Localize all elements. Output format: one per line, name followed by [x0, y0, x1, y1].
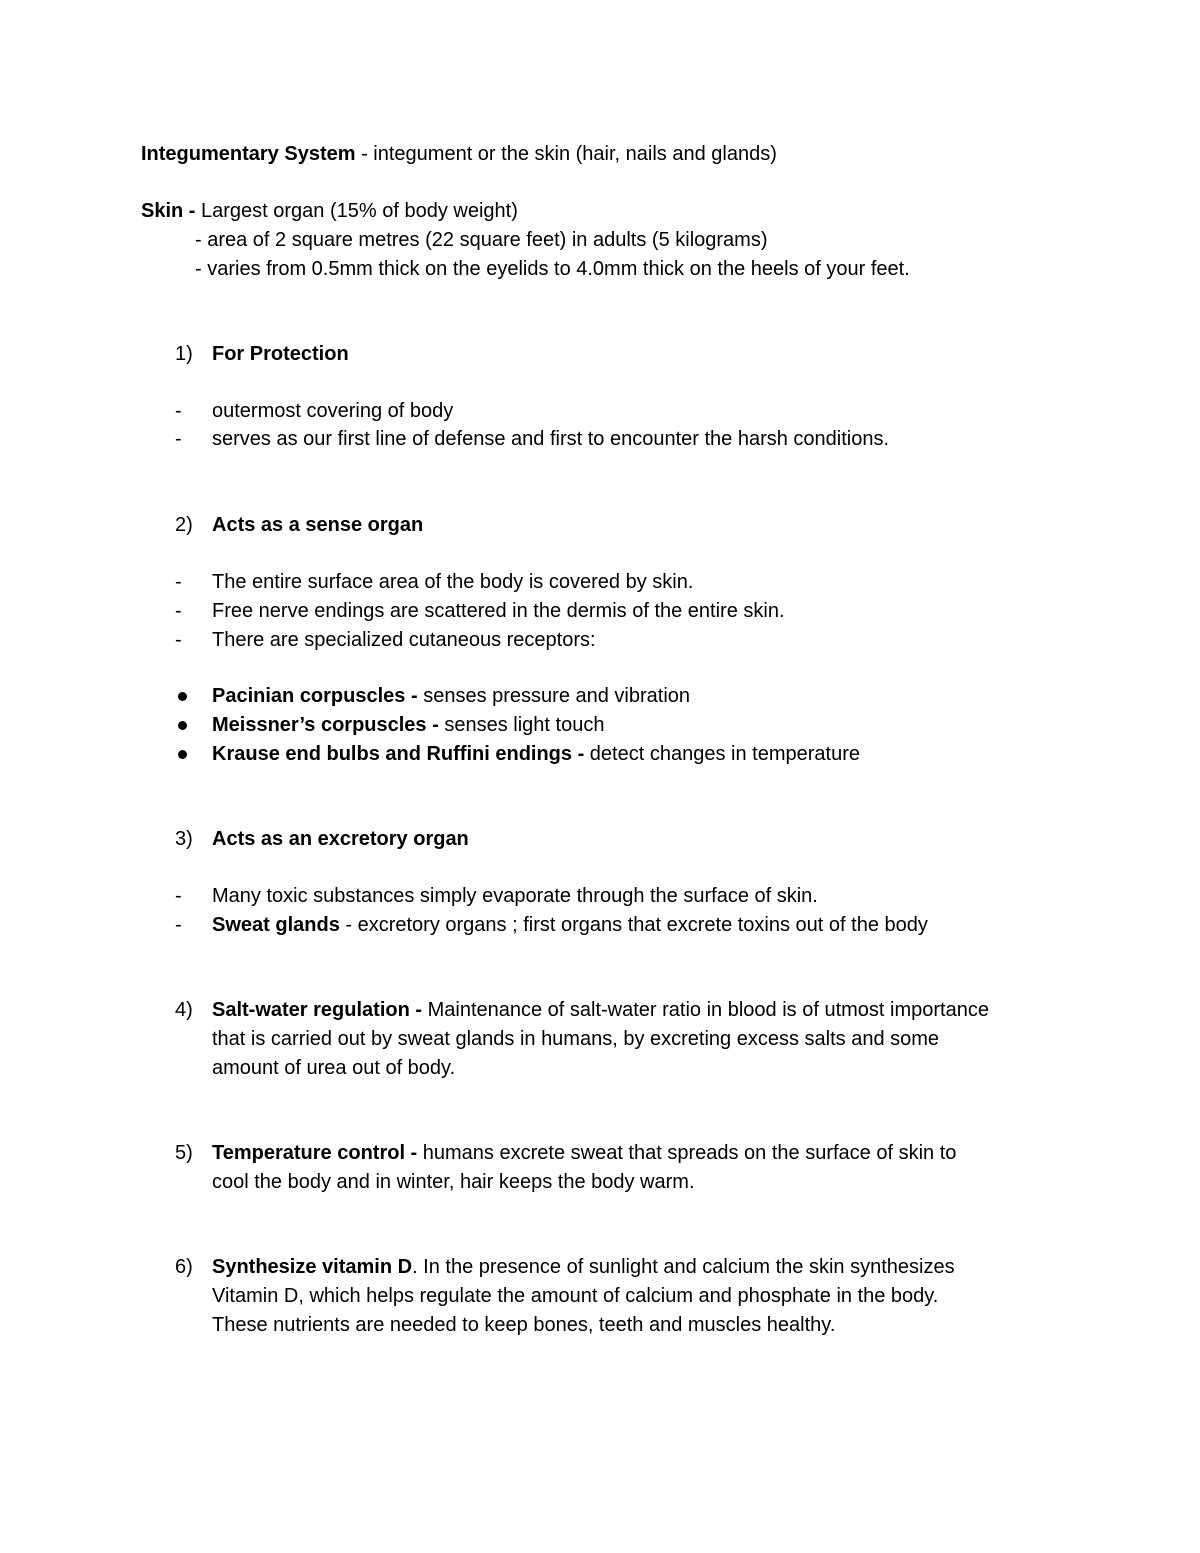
bullet-icon: [178, 692, 187, 701]
dash-marker: -: [175, 914, 182, 936]
intro-term: Integumentary System: [141, 143, 356, 165]
section-6-line-2: Vitamin D, which helps regulate the amount of calcium and phosphate in the body.: [212, 1285, 939, 1307]
sweat-glands-text: - excretory organs ; first organs that excrete toxins out of the body: [339, 914, 928, 936]
receptor-item-2: [212, 713, 604, 737]
section-2-number: 2): [175, 514, 193, 536]
section-6-line-3: These nutrients are needed to keep bones, teeth and muscles healthy.: [212, 1314, 836, 1336]
dash-marker: -: [175, 629, 182, 651]
skin-term: Skin -: [141, 200, 196, 222]
skin-text-1: Largest organ (15% of body weight): [195, 200, 518, 222]
receptor-term: Pacinian corpuscles -: [212, 685, 418, 707]
section-2-item-1: The entire surface area of the body is covered by skin.: [212, 571, 694, 593]
section-6-number: 6): [175, 1256, 193, 1278]
receptor-text: detect changes in temperature: [584, 743, 860, 765]
section-4-text: Maintenance of salt-water ratio in blood is of utmost importance: [422, 999, 989, 1021]
receptor-item-1: [212, 684, 690, 708]
section-1-item-2: serves as our first line of defense and first to encounter the harsh conditions.: [212, 428, 890, 450]
bullet-icon: [178, 750, 187, 759]
section-5-line-2: cool the body and in winter, hair keeps the body warm.: [212, 1171, 695, 1193]
section-5-text: humans excrete sweat that spreads on the surface of skin to: [417, 1142, 957, 1164]
section-1-number: 1): [175, 343, 193, 365]
section-2-item-2: Free nerve endings are scattered in the dermis of the entire skin.: [212, 600, 785, 622]
section-4-line-1: [212, 998, 989, 1022]
section-6-text: . In the presence of sunlight and calcium the skin synthesizes: [412, 1256, 955, 1278]
skin-line-1: [141, 199, 518, 223]
skin-line-3: - varies from 0.5mm thick on the eyelids to 4.0mm thick on the heels of your feet.: [195, 258, 910, 280]
bullet-icon: [178, 721, 187, 730]
section-4-line-3: amount of urea out of body.: [212, 1057, 456, 1079]
receptor-text: senses pressure and vibration: [417, 685, 691, 707]
section-2-title: Acts as a sense organ: [212, 514, 424, 536]
receptor-item-3: [212, 742, 860, 766]
section-2-item-3: There are specialized cutaneous receptors:: [212, 629, 596, 651]
section-3-item-1: Many toxic substances simply evaporate through the surface of skin.: [212, 885, 818, 907]
section-4-number: 4): [175, 999, 193, 1021]
dash-marker: -: [175, 600, 182, 622]
receptor-term: Meissner’s corpuscles -: [212, 714, 439, 736]
section-4-term: Salt-water regulation -: [212, 999, 423, 1021]
section-5-line-1: [212, 1141, 956, 1165]
intro-definition: - integument or the skin (hair, nails and glands): [355, 143, 777, 165]
section-1-title: For Protection: [212, 343, 349, 365]
section-6-line-1: [212, 1255, 955, 1279]
receptor-text: senses light touch: [438, 714, 605, 736]
section-5-term: Temperature control -: [212, 1142, 418, 1164]
dash-marker: -: [175, 571, 182, 593]
dash-marker: -: [175, 428, 182, 450]
section-3-number: 3): [175, 828, 193, 850]
section-4-line-2: that is carried out by sweat glands in humans, by excreting excess salts and some: [212, 1028, 940, 1050]
skin-line-2: - area of 2 square metres (22 square feet) in adults (5 kilograms): [195, 229, 768, 251]
receptor-term: Krause end bulbs and Ruffini endings -: [212, 743, 585, 765]
section-1-item-1: outermost covering of body: [212, 400, 454, 422]
sweat-glands-term: Sweat glands: [212, 914, 340, 936]
section-3-item-2: [212, 913, 928, 937]
section-3-title: Acts as an excretory organ: [212, 828, 469, 850]
dash-marker: -: [175, 400, 182, 422]
section-6-term: Synthesize vitamin D: [212, 1256, 413, 1278]
dash-marker: -: [175, 885, 182, 907]
section-5-number: 5): [175, 1142, 193, 1164]
intro-line: [141, 142, 777, 166]
